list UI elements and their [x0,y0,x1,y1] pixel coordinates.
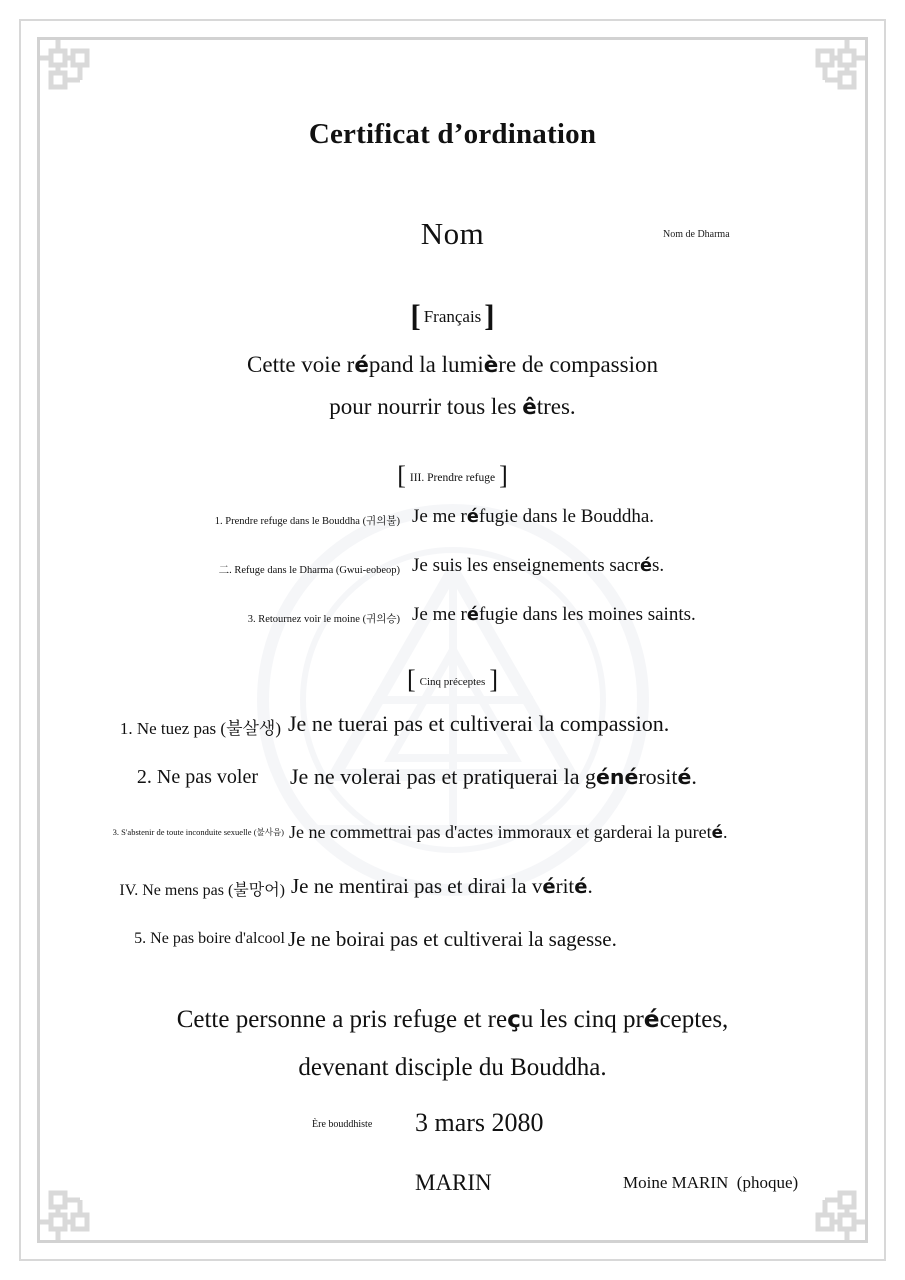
precept-text-part-a: Je ne volerai pas et pratiquerai la g [290,764,597,789]
precept-row-text [288,711,669,737]
refuge-row-text [412,506,654,528]
refuge-row-text [412,604,696,626]
precept-text-part-b: rosit [638,764,678,789]
page-title: Certificat d’ordination [308,118,597,150]
verse-line-2 [0,394,905,420]
refuge-text-accent: é [466,605,479,625]
refuge-section-heading [0,461,905,491]
refuge-text-accent: é [639,556,652,576]
refuge-heading-label: III. Prendre refuge [409,472,496,484]
refuge-row-label: 二. Refuge dans le Dharma (Gwui-eobeop) [218,565,400,576]
closing-cedilla: ç [507,1006,521,1033]
precept-text-accent: é [542,875,556,898]
precept-row [0,764,905,800]
closing-part-c: ceptes, [659,1006,729,1033]
bracket-close: ] [489,665,499,694]
bracket-open: [ [410,298,421,333]
precept-row-label: 3. S'abstenir de toute inconduite sexuelle (불사음) [112,827,284,837]
precept-text-part-a: Je ne boirai pas et cultiverai la sagesse. [288,927,617,951]
signature-row [0,1170,905,1210]
precept-text-part-c: . [587,874,593,898]
refuge-row-label: 1. Prendre refuge dans le Bouddha (귀의불) [214,516,400,527]
closing-accent: é [643,1006,660,1033]
precept-text-part-b: . [722,822,728,842]
refuge-text-part-a: Je me r [412,604,467,625]
precept-text-part-c: . [691,764,697,789]
precept-row-label: 2. Ne pas voler [136,766,258,788]
precept-row-text [289,822,727,843]
refuge-text-part-a: Je suis les enseignements sacr [412,555,640,576]
refuge-row-text [412,555,664,577]
precept-text-accent: é [711,822,723,842]
precept-text-accent-2: é [574,875,588,898]
verse-line-1-accent-1: é [354,353,369,378]
date-row [0,1108,905,1148]
precept-text-part-b: rit [555,874,575,898]
precept-text-part-a: Je ne tuerai pas et cultiverai la compassion. [288,711,670,736]
refuge-row-label: 3. Retournez voir le moine (귀의승) [247,614,400,625]
verse-line-1-part-c: re de compassion [498,352,658,377]
precept-text-accent-2: é [677,765,692,789]
verse-line-1 [0,352,905,378]
precepts-section-heading [0,665,905,695]
dharma-name-label: Nom de Dharma [663,229,730,240]
refuge-text-accent: é [466,507,479,527]
bracket-open: [ [406,665,416,694]
precept-text-part-a: Je ne mentirai pas et dirai la v [291,874,543,898]
language-heading [0,300,905,331]
verse-line-2-part-b: tres. [536,394,576,419]
language-heading-label: Français [423,307,482,326]
closing-line-1 [0,1006,905,1034]
precept-row-label: 1. Ne tuez pas (불살생) [119,719,281,738]
closing-part-a: Cette personne a pris refuge et re [176,1006,508,1033]
bracket-close: ] [499,461,508,490]
precepts-heading-label: Cinq préceptes [419,676,486,688]
precept-row-label: 5. Ne pas boire d'alcool [134,930,285,947]
refuge-text-part-b: fugie dans les moines saints. [478,604,696,625]
closing-part-b: u les cinq pr [520,1006,644,1033]
signature-name: MARIN [415,1170,492,1195]
verse-line-2-part-a: pour nourrir tous les [329,394,523,419]
verse-line-1-accent-2: è [483,353,499,378]
precept-text-part-a: Je ne commettrai pas d'actes immoraux et garderai la puret [289,822,712,842]
refuge-row [0,604,905,634]
precept-row [0,927,905,963]
precept-text-accent: éné [596,765,639,789]
verse-line-2-accent-1: ê [522,395,537,420]
precept-row-text [290,764,697,790]
precept-row-label: IV. Ne mens pas (불망어) [119,882,285,899]
era-label: Ère bouddhiste [312,1119,373,1130]
verse-line-1-part-b: pand la lumi [368,352,484,377]
precept-row [0,822,905,858]
refuge-text-part-b: s. [651,555,665,576]
date-value: 3 mars 2080 [415,1108,544,1137]
precept-row-text [291,874,593,899]
refuge-row [0,506,905,536]
refuge-text-part-a: Je me r [412,506,467,527]
refuge-text-part-b: fugie dans le Bouddha. [478,506,655,527]
signature-role: Moine MARIN (phoque) [623,1173,799,1192]
refuge-row [0,555,905,585]
bracket-open: [ [397,461,406,490]
precept-row [0,874,905,910]
ordinand-name: Nom [420,216,485,251]
precept-row-text [288,927,617,952]
bracket-close: ] [484,298,495,333]
closing-line-2: devenant disciple du Bouddha. [298,1054,607,1081]
verse-line-1-part-a: Cette voie r [247,352,355,377]
precept-row [0,711,905,747]
